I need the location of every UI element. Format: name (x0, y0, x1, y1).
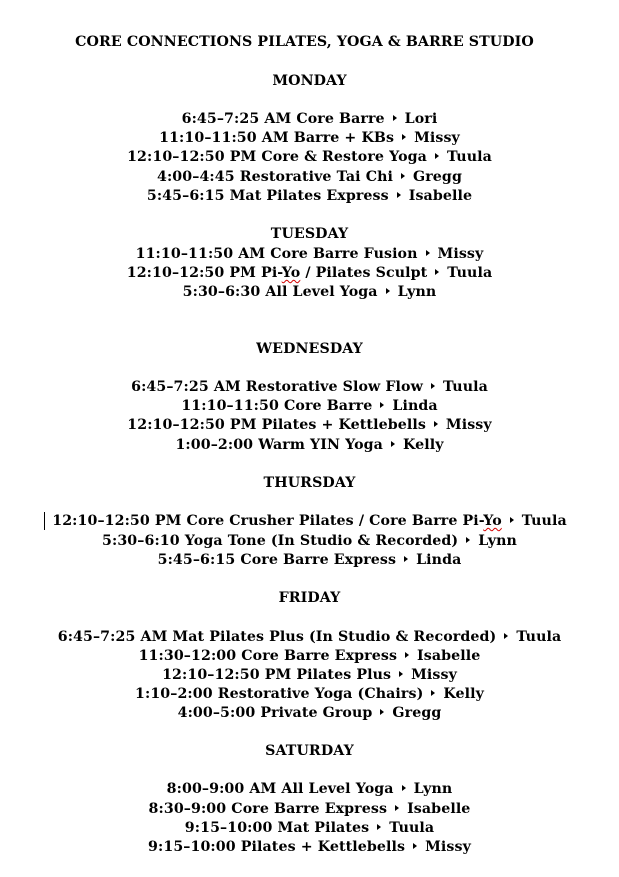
class-entry (0, 628, 619, 647)
arrow-separator-icon (431, 383, 435, 389)
class-name: Restorative Yoga (Chairs) (217, 686, 424, 702)
arrow-separator-icon (386, 288, 390, 294)
class-time: 6:45–7:25 AM (57, 629, 168, 645)
class-name: Restorative Tai Chi (239, 169, 394, 185)
arrow-separator-icon (391, 441, 395, 447)
class-name: Core Crusher Pilates / Core Barre Pi-Yo (186, 513, 502, 529)
arrow-separator-icon (413, 843, 417, 849)
class-instructor: Missy (411, 667, 457, 683)
arrow-separator-icon (395, 805, 399, 811)
class-time: 12:10–12:50 PM (162, 667, 292, 683)
class-name: Barre + KBs (293, 130, 395, 146)
class-entry (0, 110, 619, 129)
class-instructor: Tuula (389, 820, 435, 836)
class-instructor: Isabelle (417, 648, 481, 664)
class-name: Mat Pilates (277, 820, 370, 836)
class-time: 12:10–12:50 PM (127, 417, 257, 433)
class-name: Core Barre Express (231, 801, 388, 817)
class-entry (0, 264, 619, 283)
document-title: CORE CONNECTIONS PILATES, YOGA & BARRE STUDIO (75, 34, 534, 50)
class-time: 11:10–11:50 (181, 398, 279, 414)
arrow-separator-icon (380, 402, 384, 408)
class-instructor: Lynn (413, 781, 453, 797)
class-instructor: Missy (445, 417, 492, 433)
class-entry (0, 245, 619, 264)
class-time: 5:30–6:30 (182, 284, 261, 300)
class-time: 5:30–6:10 (102, 533, 180, 549)
class-instructor: Linda (392, 398, 438, 414)
class-name: Pilates Plus (296, 667, 392, 683)
spellcheck-underline: Yo (483, 513, 502, 529)
class-time: 9:15–10:00 (184, 820, 273, 836)
arrow-separator-icon (380, 709, 384, 715)
class-instructor: Missy (414, 130, 460, 146)
arrow-separator-icon (397, 192, 401, 198)
class-entry (0, 819, 619, 838)
day-heading-wednesday: WEDNESDAY (256, 341, 363, 357)
class-instructor: Missy (425, 839, 471, 855)
class-name: Core Barre Express (240, 552, 397, 568)
day-heading-thursday: THURSDAY (263, 475, 356, 491)
class-instructor: Linda (416, 552, 462, 568)
class-name: Pilates + Kettlebells (240, 839, 406, 855)
class-time: 5:45–6:15 (146, 188, 225, 204)
arrow-separator-icon (466, 537, 470, 543)
class-time: 11:10–11:50 AM (135, 246, 266, 262)
class-name: Pi-Yo / Pilates Sculpt (261, 265, 428, 281)
class-name: Pilates + Kettlebells (261, 417, 426, 433)
arrow-separator-icon (404, 556, 408, 562)
class-entry (0, 168, 619, 187)
arrow-separator-icon (402, 134, 406, 140)
class-entry (0, 551, 619, 570)
class-name: Private Group (260, 705, 373, 721)
class-name: Mat Pilates Express (229, 188, 389, 204)
class-instructor: Isabelle (408, 188, 473, 204)
class-entry (0, 187, 619, 206)
day-heading-saturday: SATURDAY (265, 743, 354, 759)
class-instructor: Tuula (446, 149, 492, 165)
class-time: 12:10–12:50 PM (126, 265, 256, 281)
class-entry (0, 800, 619, 819)
class-instructor: Tuula (516, 629, 562, 645)
class-name: Core Barre (296, 111, 385, 127)
class-name: Core Barre Fusion (270, 246, 418, 262)
class-time: 8:30–9:00 (148, 801, 227, 817)
arrow-separator-icon (401, 173, 405, 179)
arrow-separator-icon (426, 250, 430, 256)
class-name: Core & Restore Yoga (261, 149, 427, 165)
class-time: 8:00–9:00 AM (166, 781, 277, 797)
arrow-separator-icon (434, 421, 438, 427)
class-name: Warm YIN Yoga (258, 437, 383, 453)
arrow-separator-icon (399, 671, 403, 677)
class-name: Core Barre (284, 398, 373, 414)
class-entry (0, 283, 619, 302)
class-instructor: Lynn (397, 284, 437, 300)
day-heading-friday: FRIDAY (278, 590, 341, 606)
arrow-separator-icon (405, 652, 409, 658)
class-entry (0, 685, 619, 704)
class-instructor: Tuula (521, 513, 567, 529)
class-instructor: Kelly (443, 686, 484, 702)
class-time: 12:10–12:50 PM (127, 149, 257, 165)
class-instructor: Lynn (478, 533, 517, 549)
class-time: 5:45–6:15 (157, 552, 236, 568)
class-time: 4:00–4:45 (157, 169, 235, 185)
class-time: 9:15–10:00 (148, 839, 236, 855)
class-entry (0, 436, 619, 455)
day-heading-monday: MONDAY (272, 73, 347, 89)
class-time: 6:45–7:25 AM (181, 111, 292, 127)
class-entry (0, 416, 619, 435)
class-entry (0, 512, 619, 531)
class-entry (0, 532, 619, 551)
class-instructor: Kelly (402, 437, 444, 453)
class-entry (0, 780, 619, 799)
class-instructor: Lori (404, 111, 438, 127)
class-name: Core Barre Express (241, 648, 398, 664)
class-time: 1:10–2:00 (135, 686, 213, 702)
class-name: Yoga Tone (In Studio & Recorded) (184, 533, 459, 549)
arrow-separator-icon (377, 824, 381, 830)
class-entry (0, 148, 619, 167)
class-entry (0, 397, 619, 416)
class-instructor: Isabelle (407, 801, 471, 817)
class-instructor: Tuula (447, 265, 493, 281)
arrow-separator-icon (435, 269, 439, 275)
class-entry (0, 129, 619, 148)
class-entry (0, 704, 619, 723)
class-entry (0, 838, 619, 857)
arrow-separator-icon (510, 517, 514, 523)
text-cursor (44, 512, 45, 530)
arrow-separator-icon (435, 153, 439, 159)
class-time: 11:30–12:00 (138, 648, 237, 664)
class-entry (0, 378, 619, 397)
class-instructor: Missy (437, 246, 484, 262)
class-name: All Level Yoga (281, 781, 394, 797)
class-name: Mat Pilates Plus (In Studio & Recorded) (172, 629, 497, 645)
class-time: 11:10–11:50 AM (159, 130, 289, 146)
day-heading-tuesday: TUESDAY (270, 226, 349, 242)
class-entry (0, 666, 619, 685)
class-name: All Level Yoga (265, 284, 378, 300)
arrow-separator-icon (504, 633, 508, 639)
class-instructor: Gregg (413, 169, 462, 185)
class-entry (0, 647, 619, 666)
class-name: Restorative Slow Flow (245, 379, 423, 395)
class-time: 1:00–2:00 (175, 437, 254, 453)
arrow-separator-icon (431, 690, 435, 696)
class-time: 6:45–7:25 AM (131, 379, 241, 395)
class-instructor: Tuula (442, 379, 488, 395)
class-time: 4:00–5:00 (177, 705, 256, 721)
arrow-separator-icon (393, 115, 397, 121)
class-instructor: Gregg (392, 705, 442, 721)
class-time: 12:10–12:50 PM (52, 513, 182, 529)
spellcheck-underline: Yo (281, 265, 301, 281)
arrow-separator-icon (402, 785, 406, 791)
